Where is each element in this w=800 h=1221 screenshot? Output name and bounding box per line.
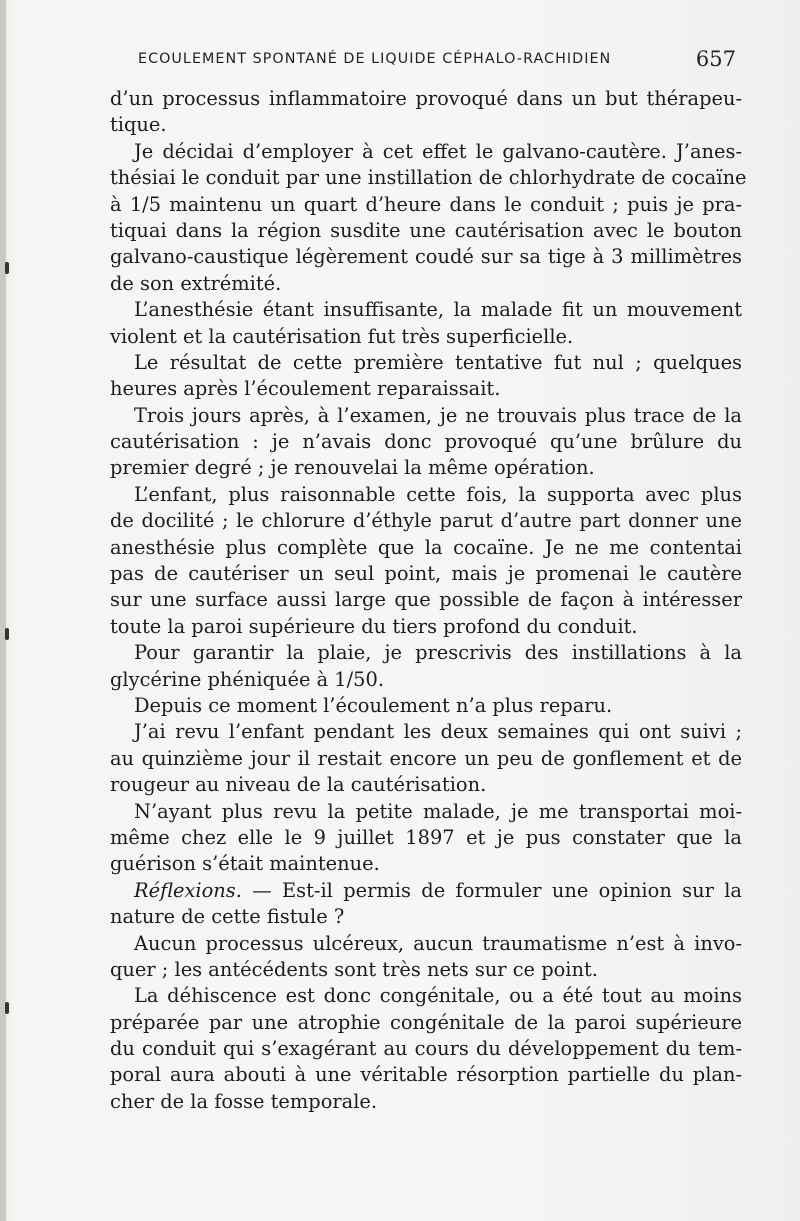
text-line: tique.	[110, 113, 167, 137]
text-line: à 1/5 maintenu un quart d’heure dans le conduit ; puis je pra-	[110, 192, 742, 216]
text-line: Le résultat de cette première tentative fut nul ; quelques	[134, 350, 742, 374]
page-number: 657	[695, 47, 736, 71]
text-line: d’un processus inflammatoire provoqué dans un but thérapeu-	[110, 87, 742, 110]
body-text	[110, 86, 747, 1115]
text-line: thésiai le conduit par une instillation de chlorhydrate de cocaïne	[110, 166, 747, 190]
text-line: toute la paroi supérieure du tiers profond du conduit.	[110, 614, 638, 638]
text-line: glycérine phéniquée à 1/50.	[110, 667, 385, 691]
text-line: cautérisation : je n’avais donc provoqué qu’une brûlure du	[110, 430, 742, 454]
binding-mark	[5, 1002, 9, 1014]
text-line: heures après l’écoulement reparaissait.	[110, 377, 501, 401]
text-line: Je décidai d’employer à cet effet le galvano-cautère. J’anes-	[134, 139, 742, 163]
running-header	[138, 48, 738, 74]
text-line: Aucun processus ulcéreux, aucun traumatisme n’est à invo-	[134, 931, 742, 955]
text-line: J’ai revu l’enfant pendant les deux semaines qui ont suivi ;	[134, 720, 742, 744]
text-line: Pour garantir la plaie, je prescrivis des instillations à la	[134, 641, 742, 665]
text-line: de son extrémité.	[110, 271, 282, 295]
text-line: du conduit qui s’exagérant au cours du développement du tem-	[110, 1037, 742, 1061]
text-line: préparée par une atrophie congénitale de la paroi supérieure	[110, 1010, 742, 1034]
binding-mark	[5, 262, 9, 274]
text-line: Depuis ce moment l’écoulement n’a plus reparu.	[134, 693, 613, 717]
text-line: poral aura abouti à une véritable résorption partielle du plan-	[110, 1063, 742, 1087]
section-label-continuation: — Est-il permis de formuler une opinion sur la	[241, 878, 742, 902]
text-line: N’ayant plus revu la petite malade, je me transportai moi-	[134, 799, 742, 823]
text-line: nature de cette fistule ?	[110, 905, 345, 929]
text-line: même chez elle le 9 juillet 1897 et je pus constater que la	[110, 825, 742, 849]
text-line: tiquai dans la région susdite une cautérisation avec le bouton	[110, 218, 742, 242]
text-line: sur une surface aussi large que possible de façon à intéresser	[110, 588, 742, 612]
text-line: violent et la cautérisation fut très superficielle.	[110, 324, 574, 348]
section-label: Réflexions.	[134, 878, 242, 902]
text-line: guérison s’était maintenue.	[110, 852, 380, 876]
text-line: cher de la fosse temporale.	[110, 1089, 378, 1113]
text-line: Trois jours après, à l’examen, je ne trouvais plus trace de la	[134, 403, 742, 427]
text-line: anesthésie plus complète que la cocaïne. Je ne me contentai	[110, 535, 742, 559]
text-line: L’enfant, plus raisonnable cette fois, la supporta avec plus	[134, 482, 742, 506]
page-gutter-edge	[0, 0, 6, 1221]
text-line: premier degré ; je renouvelai la même opération.	[110, 456, 595, 480]
text-line: quer ; les antécédents sont très nets sur ce point.	[110, 957, 598, 981]
text-line: L’anesthésie étant insuffisante, la malade fit un mouvement	[134, 298, 742, 322]
text-line: de docilité ; le chlorure d’éthyle parut d’autre part donner une	[110, 509, 742, 533]
text-line: au quinzième jour il restait encore un peu de gonflement et de	[110, 746, 742, 770]
running-title: ECOULEMENT SPONTANÉ DE LIQUIDE CÉPHALO-RACHIDIEN	[138, 51, 612, 67]
text-line: rougeur au niveau de la cautérisation.	[110, 773, 487, 797]
binding-mark	[5, 628, 9, 640]
text-line: galvano-caustique légèrement coudé sur sa tige à 3 millimètres	[110, 245, 742, 269]
text-line: pas de cautériser un seul point, mais je promenai le cautère	[110, 562, 742, 586]
text-line	[110, 878, 742, 904]
text-line: La déhiscence est donc congénitale, ou a été tout au moins	[134, 984, 742, 1008]
